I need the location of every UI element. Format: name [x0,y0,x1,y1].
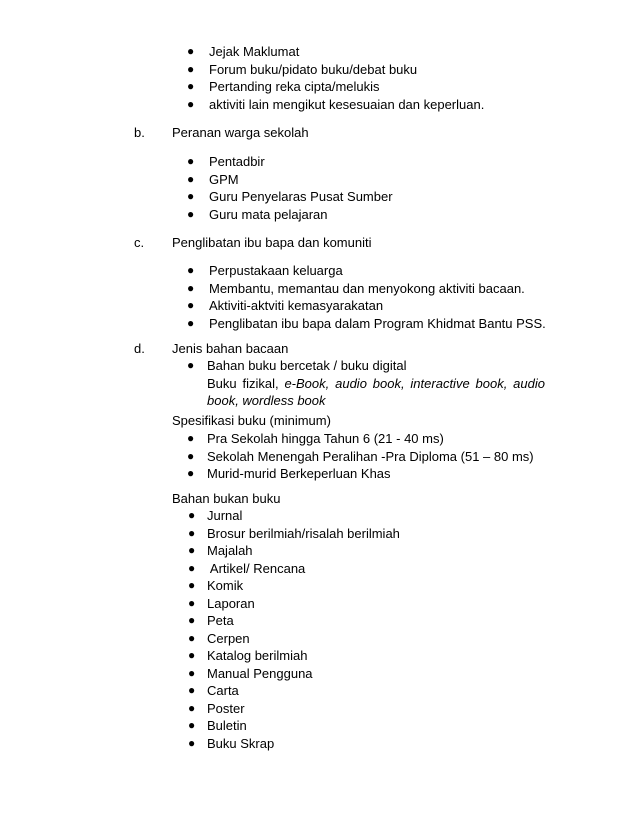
bullet-icon: ● [187,466,195,480]
bullet-icon: ● [187,298,195,312]
intro-list [0,43,638,113]
spec-list-block [0,430,638,483]
list-item: ● Pentadbir [187,154,265,169]
description-line: Buku fizikal, e-Book, audio book, interactive book, audio [207,376,545,391]
bullet-icon: ● [187,263,195,277]
bullet-icon: ● [187,154,195,168]
section-b-list [0,153,638,223]
list-item: ● Cerpen [188,630,250,646]
list-item: ● Brosur berilmiah/risalah berilmiah [188,525,400,541]
nonbook-list [0,507,638,752]
printed-description [207,375,545,409]
bullet-icon: ● [187,206,195,221]
list-item: ● Jurnal [188,508,243,523]
bullet-icon: ● [188,630,196,645]
bullet-icon: ● [187,79,195,93]
printed-list [0,357,638,375]
bullet-icon: ● [188,595,196,610]
bullet-icon: ● [188,700,196,715]
list-item: ● aktiviti lain mengikut kesesuaian dan keperluan. [187,96,485,112]
section-b-list-block [0,153,638,223]
list-item: ● Laporan [188,595,255,611]
nonbook-heading: Bahan bukan buku [172,491,281,506]
bullet-icon: ● [188,683,196,697]
list-item: ● Bahan buku bercetak / buku digital [187,358,407,373]
list-item: ● Artikel/ Rencana [188,560,306,576]
list-item: ● Murid-murid Berkeperluan Khas [187,466,391,481]
bullet-icon: ● [187,431,195,445]
list-item: ● Perpustakaan keluarga [187,263,343,278]
bullet-icon: ● [188,508,196,522]
list-item: ● Katalog berilmiah [188,648,308,663]
bullet-icon: ● [188,665,196,680]
section-letter: b. [134,125,145,140]
bullet-icon: ● [188,613,196,627]
list-item: ● GPM [187,171,239,187]
section-c-list-block [0,262,638,332]
list-item: ● Membantu, memantau dan menyokong aktiviti bacaan. [187,280,525,296]
bullet-icon: ● [187,280,195,295]
bullet-icon: ● [187,171,195,186]
spec-list [0,430,638,483]
bullet-icon: ● [187,448,195,463]
list-item: ● Penglibatan ibu bapa dalam Program Khidmat Bantu PSS. [187,315,546,331]
bullet-icon: ● [187,315,195,330]
list-item: ● Guru mata pelajaran [187,206,328,222]
list-item: ● Carta [188,683,239,698]
list-item: ● Buletin [188,718,247,733]
section-letter: d. [134,341,145,356]
bullet-icon: ● [187,189,195,203]
list-item: ● Pra Sekolah hingga Tahun 6 (21 - 40 ms) [187,431,444,446]
list-item: ● Sekolah Menengah Peralihan -Pra Diploma (51 – 80 ms) [187,448,534,464]
list-item: ● Peta [188,613,234,628]
list-item: ● Komik [188,578,244,593]
bullet-icon: ● [188,525,196,540]
list-item: ● Buku Skrap [188,735,275,751]
bullet-icon: ● [188,578,196,592]
nonbook-list-block [0,507,638,752]
printed-list-block [0,357,638,375]
section-title: Jenis bahan bacaan [172,341,289,356]
intro-list-block [0,43,638,113]
list-item: ● Majalah [188,543,253,558]
bullet-icon: ● [188,543,196,557]
list-item: ● Manual Pengguna [188,665,313,681]
bullet-icon: ● [187,96,195,111]
list-item: ● Jejak Maklumat [187,44,300,59]
description-line: book, wordless book [207,393,326,408]
bullet-icon: ● [188,648,196,662]
list-item: ● Forum buku/pidato buku/debat buku [187,61,418,77]
list-item: ● Pertanding reka cipta/melukis [187,79,380,94]
bullet-icon: ● [188,718,196,732]
section-c-list [0,262,638,332]
section-letter: c. [134,235,145,250]
bullet-icon: ● [188,735,196,750]
bullet-icon: ● [187,61,195,76]
bullet-icon: ● [187,44,195,58]
section-title: Penglibatan ibu bapa dan komuniti [172,235,372,250]
list-item: ● Guru Penyelaras Pusat Sumber [187,189,393,204]
section-title: Peranan warga sekolah [172,125,309,140]
bullet-icon: ● [187,358,195,372]
spec-heading: Spesifikasi buku (minimum) [172,413,331,428]
list-item: ● Aktiviti-aktviti kemasyarakatan [187,298,384,313]
bullet-icon: ● [188,560,196,575]
list-item: ● Poster [188,700,245,716]
